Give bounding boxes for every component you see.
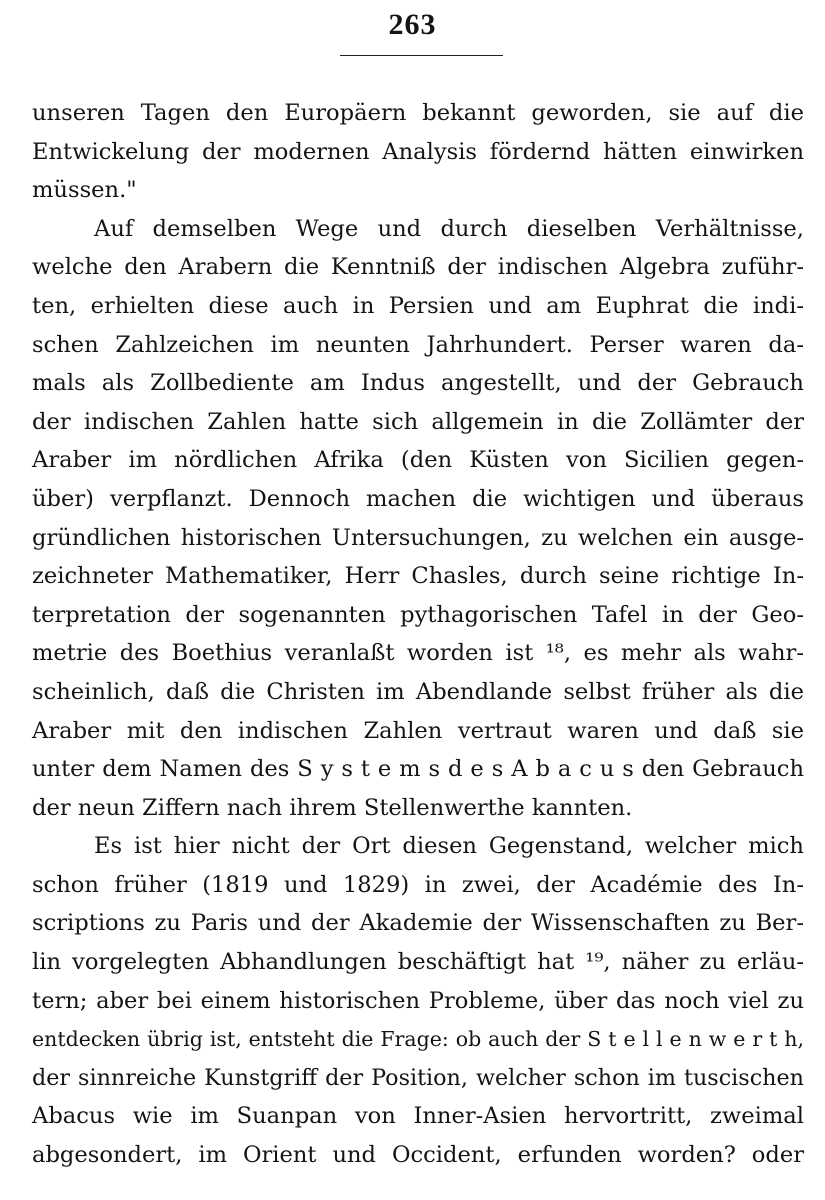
text-line: entdecken übrig ist, entsteht die Frage: ob auch der S t e l l e n w e r t h,	[32, 1027, 804, 1052]
text-line: Araber im nördlichen Afrika (den Küsten von Sicilien gegen-	[32, 447, 804, 474]
header-rule	[340, 55, 503, 56]
text-line: Abacus wie im Suanpan von Inner-Asien hervortritt, zweimal	[32, 1103, 804, 1130]
text-line: der sinnreiche Kunstgriff der Position, welcher schon im tuscischen	[32, 1064, 804, 1091]
text-line: lin vorgelegten Abhandlungen beschäftigt hat ¹⁹, näher zu erläu-	[32, 949, 804, 976]
text-line: terpretation der sogenannten pythagorischen Tafel in der Geo-	[32, 601, 804, 628]
text-line: ten, erhielten diese auch in Persien und am Euphrat die indi-	[32, 292, 804, 319]
text-line: Es ist hier nicht der Ort diesen Gegenstand, welcher mich	[94, 833, 804, 860]
text-line: abgesondert, im Orient und Occident, erfunden worden? oder	[32, 1142, 804, 1169]
text-line: zeichneter Mathematiker, Herr Chasles, durch seine richtige In-	[32, 563, 804, 590]
text-line: metrie des Boethius veranlaßt worden ist ¹⁸, es mehr als wahr-	[32, 640, 804, 667]
page-number: 263	[388, 8, 437, 41]
text-line: über) verpflanzt. Dennoch machen die wichtigen und überaus	[32, 485, 804, 512]
text-line: Araber mit den indischen Zahlen vertraut waren und daß sie	[32, 717, 804, 744]
text-line: scriptions zu Paris und der Akademie der Wissenschaften zu Ber-	[32, 910, 804, 937]
text-line: der indischen Zahlen hatte sich allgemein in die Zollämter der	[32, 408, 804, 435]
text-line: unter dem Namen des S y s t e m s d e s A b a c u s den Gebrauch	[32, 756, 804, 783]
text-line: Entwickelung der modernen Analysis fördernd hätten einwirken	[32, 138, 804, 165]
text-line: tern; aber bei einem historischen Probleme, über das noch viel zu	[32, 987, 804, 1014]
text-line: schon früher (1819 und 1829) in zwei, der Académie des In-	[32, 871, 804, 898]
text-line: müssen."	[32, 177, 137, 204]
text-line: scheinlich, daß die Christen im Abendlande selbst früher als die	[32, 678, 804, 705]
text-line: mals als Zollbediente am Indus angestellt, und der Gebrauch	[32, 370, 804, 397]
text-line: schen Zahlzeichen im neunten Jahrhundert. Perser waren da-	[32, 331, 804, 358]
text-line: unseren Tagen den Europäern bekannt geworden, sie auf die	[32, 100, 804, 126]
text-line: der neun Ziffern nach ihrem Stellenwerthe kannten.	[32, 794, 633, 821]
text-line: Auf demselben Wege und durch dieselben Verhältnisse,	[94, 215, 804, 242]
text-line: welche den Arabern die Kenntniß der indischen Algebra zuführ-	[32, 254, 804, 281]
text-line: gründlichen historischen Untersuchungen, zu welchen ein ausge-	[32, 524, 804, 551]
body-text	[32, 94, 804, 1175]
